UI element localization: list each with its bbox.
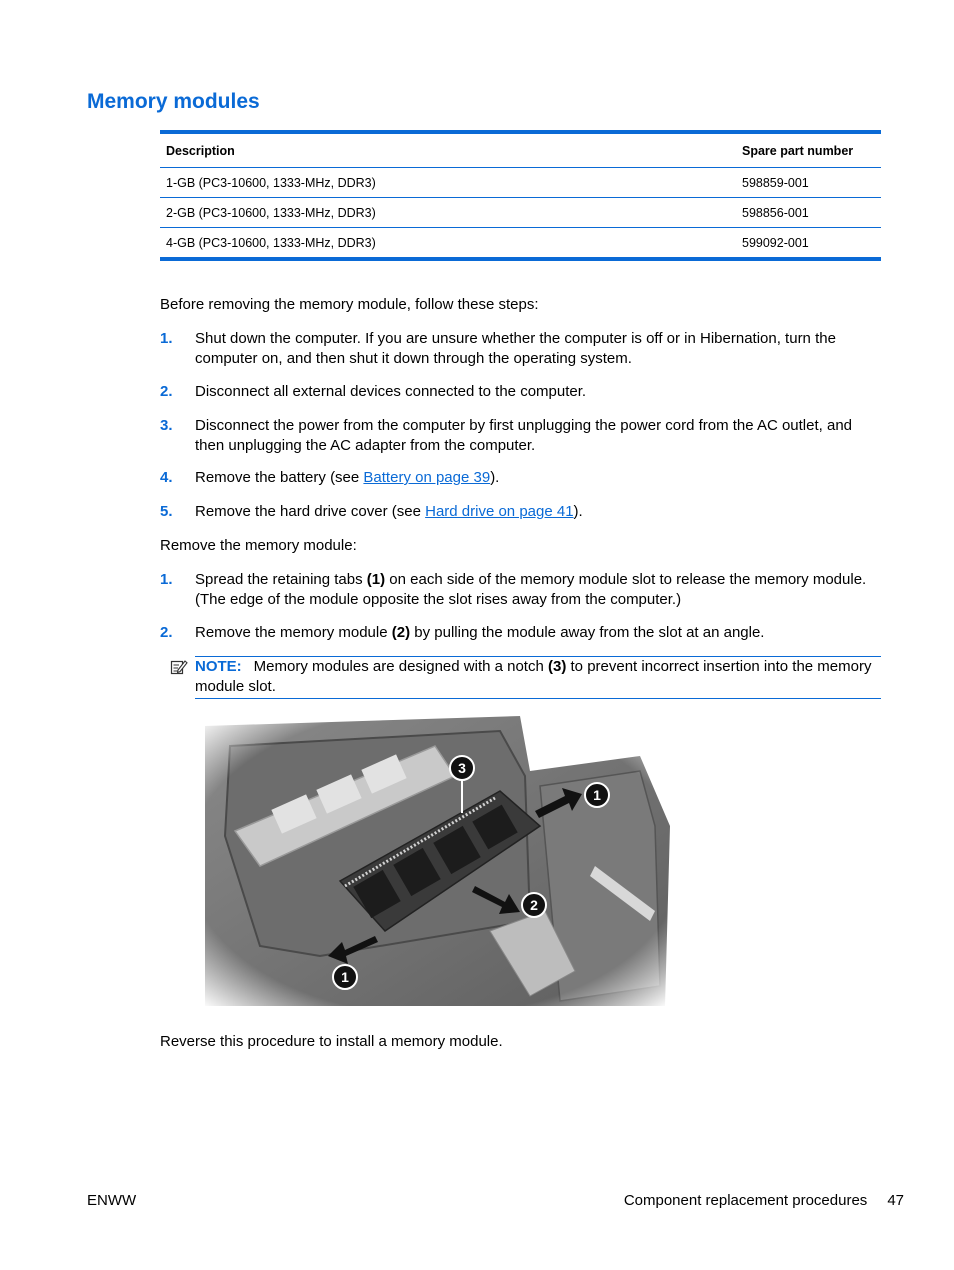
step-text-after: on each side of the memory module slot to release the memory module. (The edge of the module opposite the slot rises away from the computer.): [195, 571, 867, 608]
step-number: 1.: [160, 330, 173, 347]
step-text: Disconnect all external devices connected to the computer.: [195, 383, 587, 400]
remove-step-2: [160, 623, 880, 643]
header-spare-part: Spare part number: [736, 132, 881, 168]
remove-intro-text: Remove the memory module:: [160, 537, 357, 554]
table-row: [160, 228, 881, 260]
memory-module-removal-figure: [200, 716, 670, 1008]
parts-table: [160, 130, 881, 261]
row-part-number: 599092-001: [742, 235, 809, 250]
step-text: [195, 623, 880, 643]
step-text: Disconnect the power from the computer by first unplugging the power cord from the AC outlet, and then unplugging the AC adapter from the computer.: [195, 417, 853, 454]
callout-3: [450, 756, 474, 780]
note-callout: (3): [548, 658, 567, 675]
prep-step-1: [160, 329, 880, 368]
page-title: Memory modules: [87, 90, 260, 113]
figure-vignette: [200, 716, 670, 1008]
table-header-row: [160, 132, 881, 168]
hard-drive-link[interactable]: Hard drive on page 41: [425, 503, 574, 520]
step-text: [195, 570, 880, 609]
step-text-before: Remove the memory module: [195, 624, 392, 641]
row-description: 2-GB (PC3-10600, 1333-MHz, DDR3): [160, 198, 736, 228]
step-text-before: Spread the retaining tabs: [195, 571, 367, 588]
callout-3-label: 3: [458, 760, 466, 776]
step-text-before: Remove the hard drive cover (see: [195, 503, 426, 520]
step-text-after: ).: [490, 469, 500, 486]
callout-1-label: 1: [341, 969, 349, 985]
step-text: [195, 502, 880, 522]
step-number: 4.: [160, 469, 173, 486]
header-description: Description: [160, 132, 736, 168]
row-description: 4-GB (PC3-10600, 1333-MHz, DDR3): [166, 235, 376, 250]
step-number: 2.: [160, 383, 173, 400]
callout-1-label: 1: [593, 787, 601, 803]
note-text-before: Memory modules are designed with a notch: [253, 658, 548, 675]
step-number: 5.: [160, 503, 173, 520]
step-text: [195, 468, 880, 488]
note-pencil-icon: [170, 658, 188, 676]
note-text-after: to prevent incorrect insertion into the memory module slot.: [195, 658, 872, 695]
row-part-number: 598856-001: [736, 198, 881, 228]
remove-step-1: [160, 570, 880, 609]
footer-section: Component replacement procedures: [623, 1192, 868, 1209]
note-box: [195, 656, 881, 699]
battery-link[interactable]: Battery on page 39: [363, 469, 491, 486]
prep-step-4: [160, 468, 880, 488]
prep-step-2: [160, 382, 880, 402]
step-text: Shut down the computer. If you are unsure whether the computer is off or in Hibernation, turn the computer on, and then shut it down through the operating system.: [195, 330, 836, 367]
step-callout: (2): [391, 624, 411, 641]
callout-1-right: [585, 783, 609, 807]
prep-step-5: [160, 502, 880, 522]
step-text-after: by pulling the module away from the slot at an angle.: [410, 624, 765, 641]
note-label: NOTE:: [195, 658, 242, 675]
footer-right: [624, 1192, 904, 1209]
table-row: [160, 168, 881, 198]
step-text-after: ).: [573, 503, 583, 520]
prep-step-3: [160, 416, 880, 455]
footer-page-number: 47: [887, 1192, 904, 1209]
step-number: 2.: [160, 624, 173, 641]
row-description: 1-GB (PC3-10600, 1333-MHz, DDR3): [160, 168, 736, 198]
footer-left: ENWW: [87, 1192, 137, 1209]
callout-2-label: 2: [530, 897, 538, 913]
intro-text: Before removing the memory module, follow these steps:: [160, 296, 539, 313]
row-part-number: 598859-001: [736, 168, 881, 198]
table-row: [160, 198, 881, 228]
closing-text: Reverse this procedure to install a memory module.: [160, 1033, 503, 1050]
step-text-before: Remove the battery (see: [195, 469, 364, 486]
step-number: 3.: [160, 417, 173, 434]
callout-1-left: [333, 965, 357, 989]
step-number: 1.: [160, 571, 173, 588]
step-callout: (1): [366, 571, 386, 588]
callout-2: [522, 893, 546, 917]
